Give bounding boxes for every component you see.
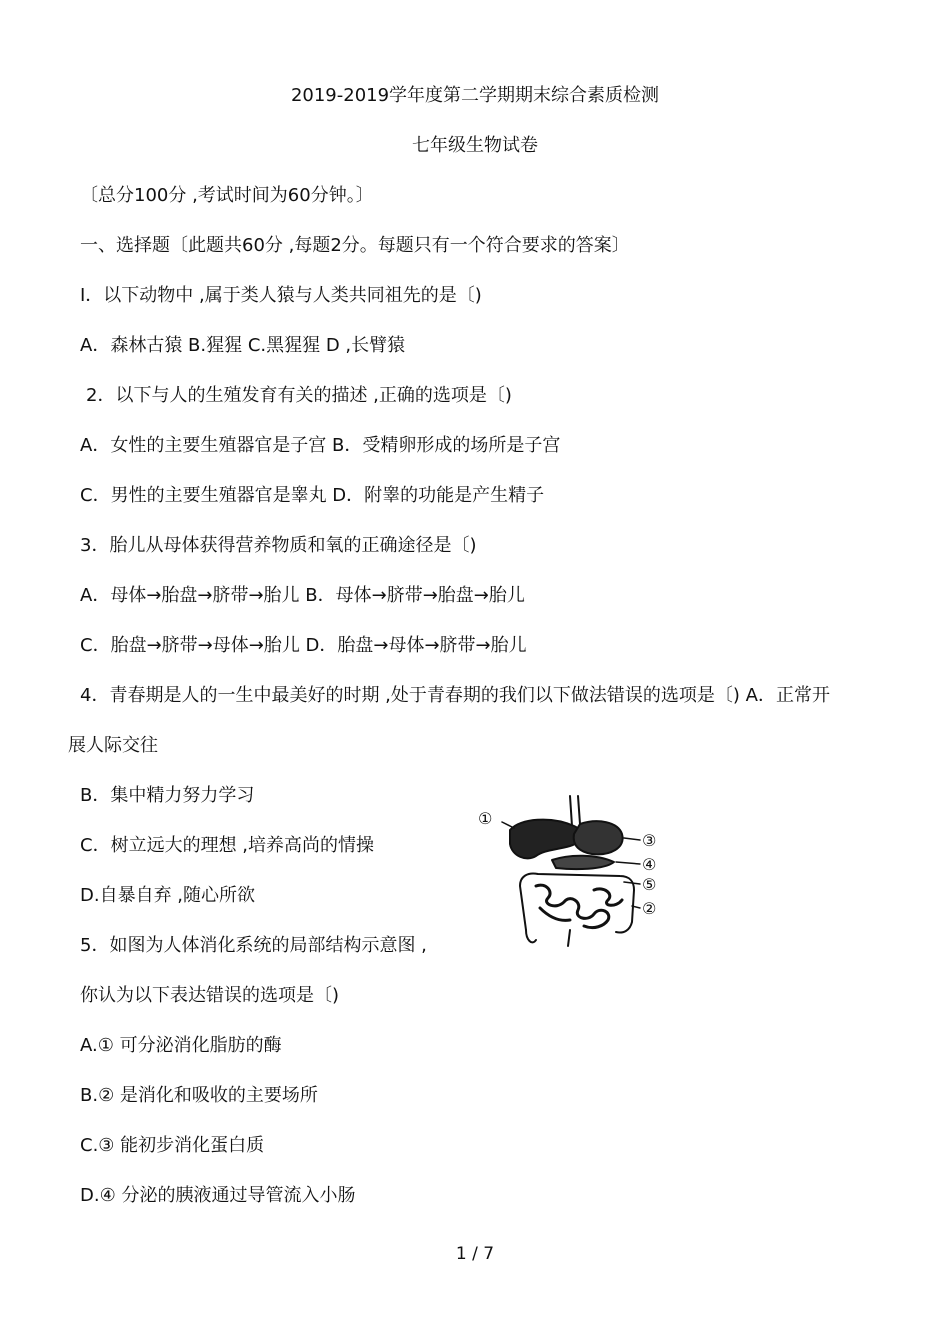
q5-stem-line1: 5．如图为人体消化系统的局部结构示意图 ,: [80, 935, 427, 956]
pancreas-shape: [552, 856, 614, 869]
q5-stem-line2: 你认为以下表达错误的选项是〔): [80, 985, 340, 1006]
q5-option-a: A.① 可分泌消化脂肪的酶: [80, 1035, 282, 1056]
q5-option-d: D.④ 分泌的胰液通过导管流入小肠: [80, 1185, 356, 1206]
document-subtitle: 七年级生物试卷: [412, 135, 538, 156]
rectum-shape: [526, 930, 570, 946]
leader-line-3: [624, 838, 640, 840]
q4-stem-line1: 4．青春期是人的一生中最美好的时期 ,处于青春期的我们以下做法错误的选项是〔) A．正常开: [80, 685, 830, 706]
q5-option-c: C.③ 能初步消化蛋白质: [80, 1135, 265, 1156]
leader-line-5: [624, 882, 640, 884]
figure-label-4: ④: [642, 855, 657, 874]
leader-line-1: [502, 822, 514, 828]
q3-options-ab: A．母体→胎盘→脐带→胎儿 B．母体→脐带→胎盘→胎儿: [80, 585, 525, 606]
q4-stem-line2: 展人际交往: [68, 735, 158, 756]
q3-options-cd: C．胎盘→脐带→母体→胎儿 D．胎盘→母体→脐带→胎儿: [80, 635, 527, 656]
q5-option-b: B.② 是消化和吸收的主要场所: [80, 1085, 318, 1106]
q2-options-ab: A．女性的主要生殖器官是子宫 B．受精卵形成的场所是子宫: [80, 435, 561, 456]
liver-shape: [510, 820, 581, 859]
figure-label-5: ⑤: [642, 875, 657, 894]
digestive-system-diagram: [474, 790, 670, 954]
q2-options-cd: C．男性的主要生殖器官是睾丸 D．附睾的功能是产生精子: [80, 485, 545, 506]
q1-stem: I．以下动物中 ,属于类人猿与人类共同祖先的是〔): [80, 285, 482, 306]
section-heading: 一、选择题〔此题共60分 ,每题2分。每题只有一个符合要求的答案〕: [80, 235, 630, 256]
q3-stem: 3．胎儿从母体获得营养物质和氧的正确途径是〔): [80, 535, 477, 556]
q4-option-c: C．树立远大的理想 ,培养高尚的情操: [80, 835, 375, 856]
stomach-shape: [574, 821, 623, 854]
esophagus-shape: [570, 796, 580, 826]
q1-options: A．森林古猿 B.猩猩 C.黑猩猩 D ,长臂猿: [80, 335, 406, 356]
q2-stem: 2．以下与人的生殖发育有关的描述 ,正确的选项是〔): [86, 385, 512, 406]
q4-option-b: B．集中精力努力学习: [80, 785, 255, 806]
small-intestine-shape: [536, 885, 622, 928]
leader-line-4: [616, 862, 640, 864]
figure-label-2: ②: [642, 899, 657, 918]
figure-label-1: ①: [478, 809, 493, 828]
q4-option-d: D.自暴自弃 ,随心所欲: [80, 885, 256, 906]
page-number: 1 / 7: [455, 1244, 495, 1264]
figure-label-3: ③: [642, 831, 657, 850]
exam-intro: 〔总分100分 ,考试时间为60分钟。〕: [80, 185, 374, 206]
document-title: 2019-2019学年度第二学期期末综合素质检测: [290, 85, 660, 106]
